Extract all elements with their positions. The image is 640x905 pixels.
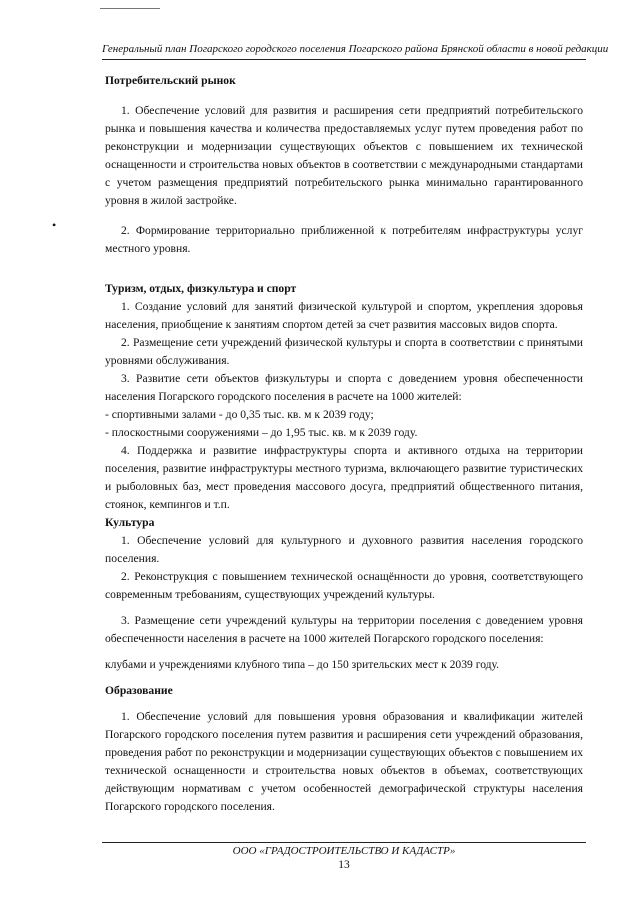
sport-paragraph-1: 1. Создание условий для занятий физической культурой и спортом, укрепления здоровья населения, приобщение к занятиям спортом детей за счет развития массовых видов спорта.	[105, 300, 583, 331]
footer-company: ООО «ГРАДОСТРОИТЕЛЬСТВО И КАДАСТР»	[232, 845, 456, 857]
running-header: Генеральный план Погарского городского поселения Погарского района Брянской области в новой редакции	[102, 43, 609, 55]
sport-paragraph-2: 2. Размещение сети учреждений физической культуры и спорта в соответствии с принятыми уровнями обслуживания.	[105, 336, 583, 367]
culture-list-item-1: клубами и учреждениями клубного типа – до 150 зрительских мест к 2039 году.	[105, 658, 500, 671]
section-heading-market: Потребительский рынок	[105, 74, 236, 87]
market-paragraph-1: 1. Обеспечение условий для развития и расширения сети предприятий потребительского рынка и повышения качества и количества предоставляемых услуг путем проведения работ по реконструкции и модернизации существующих объектов с повышением их технической оснащенности и строительства новых объектов в соответствии с международными стандартами с учетом размещения предприятий потребительского рынка минимально гарантированного уровня в жилой застройке.	[105, 104, 583, 207]
culture-paragraph-1: 1. Обеспечение условий для культурного и духовного развития населения городского поселения.	[105, 534, 583, 565]
market-paragraph-2: 2. Формирование территориально приближенной к потребителям инфраструктуры услуг местного уровня.	[105, 224, 583, 255]
section-heading-education: Образование	[105, 684, 173, 697]
section-heading-sport: Туризм, отдых, физкультура и спорт	[105, 282, 297, 295]
sport-paragraph-4: 4. Поддержка и развитие инфраструктуры спорта и активного отдыха на территории поселения, развитие инфраструктуры местного туризма, включающего развитие туристических и рыболовных баз, мест проведения массового досуга, предприятий общественного питания, стоянок, кемпингов и т.п.	[105, 444, 583, 511]
sport-list-item-2: - плоскостными сооружениями – до 1,95 тыс. кв. м к 2039 году.	[105, 426, 418, 439]
document-body	[105, 64, 583, 816]
footer-divider	[102, 842, 586, 843]
top-rule	[100, 8, 160, 9]
culture-paragraph-2: 2. Реконструкция с повышением технической оснащённости до уровня, соответствующего современным требованиям, существующих учреждений культуры.	[105, 570, 583, 601]
margin-mark: •	[52, 218, 57, 232]
sport-list-item-1: - спортивными залами - до 0,35 тыс. кв. м к 2039 году;	[105, 408, 374, 421]
culture-paragraph-3: 3. Размещение сети учреждений культуры на территории поселения с доведением уровня обеспеченности населения в расчете на 1000 жителей Погарского городского поселения:	[105, 614, 583, 645]
page-number: 13	[338, 859, 350, 871]
education-paragraph-1: 1. Обеспечение условий для повышения уровня образования и квалификации жителей Погарского городского поселения путем развития и расширения сети учреждений образования, проведения работ по реконструкции и модернизации существующих объектов с повышением их технической оснащенности и строительства новых объектов в объемах, соответствующих действующим нормативам с учетом особенностей демографической структуры населения Погарского городского поселения.	[105, 710, 583, 813]
section-heading-culture: Культура	[105, 516, 155, 529]
sport-paragraph-3: 3. Развитие сети объектов физкультуры и спорта с доведением уровня обеспеченности населения Погарского городского поселения в расчете на 1000 жителей:	[105, 372, 583, 403]
header-divider	[102, 59, 586, 60]
